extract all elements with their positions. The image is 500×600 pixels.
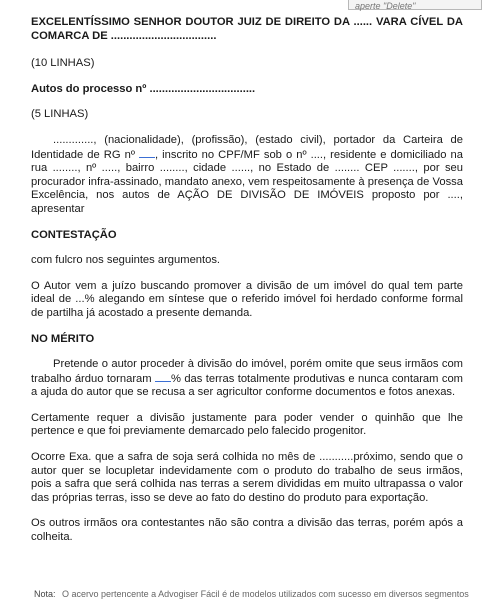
delete-hint-box[interactable]: aperte "Delete" <box>348 0 482 10</box>
qualification-text-1: ............., (nacionalidade), (profissão), (estado civil), portador da Carteira de Identidade de RG nº <box>31 133 463 161</box>
outros-paragraph: Os outros irmãos ora contestantes não são contra a divisão das terras, porém após a colheita. <box>31 517 463 544</box>
rg-field-link[interactable] <box>139 148 155 158</box>
merito-text-2: % das terras totalmente produtivas e nunca contaram com a ajuda do autor que se recusa a ser agricultor conforme documentos e fotos anexas. <box>31 372 464 399</box>
contestacao-heading: CONTESTAÇÃO <box>31 228 117 241</box>
document-body <box>31 16 463 557</box>
merito-paragraph <box>31 358 463 400</box>
merito-text-1: Pretende o autor proceder à divisão do imóvel, porém omite que seus irmãos com trabalho árduo tornaram <box>31 358 463 385</box>
process-number: Autos do processo nº .................................. <box>31 82 256 95</box>
document-title: EXCELENTÍSSIMO SENHOR DOUTOR JUIZ DE DIREITO DA ...... VARA CÍVEL DA COMARCA DE .................................. <box>31 16 463 42</box>
ocorre-paragraph: Ocorre Exa. que a safra de soja será colhida no mês de ...........próximo, sendo que o autor quer se locupletar indevidamente com o produto do trabalho de seus irmãos, pois a safra que será colhida nas terras a serem divididas em muito ultrapassa o valor das próprias terras, isso se deve ao fato do destino do produto para exportação. <box>31 451 463 504</box>
lines-5-note: (5 LINHAS) <box>31 108 89 121</box>
lines-10-note: (10 LINHAS) <box>31 57 95 70</box>
fulcro-paragraph: com fulcro nos seguintes argumentos. <box>31 254 221 267</box>
autor-paragraph: O Autor vem a juízo buscando promover a divisão de um imóvel do qual tem parte ideal de ...% alegando em síntese que o referido imóvel foi herdado conforme formal de partilha já acostado a presente demanda. <box>31 279 463 319</box>
footer-label: Nota: <box>34 589 56 599</box>
qualification-text-2: , inscrito no CPF/MF sob o nº ...., residente e domiciliado na rua ........, nº ....., bairro ........, cidade ......, no Estado de ........ CEP ......., por seu procurador infra-assinado, mandato anexo, vem respeitosamente à presença de Vossa Excelência, nos autos de AÇÃO DE DIVISÃO DE IMÓVEIS proposto por ...., apresentar <box>31 148 463 215</box>
certamente-paragraph: Certamente requer a divisão justamente para poder vender o quinhão que lhe pertence e que foi previamente demarcado pelo falecido progenitor. <box>31 411 463 438</box>
footer-note <box>34 589 494 599</box>
footer-text: O acervo pertencente a Advogiser Fácil é de modelos utilizados com sucesso em diversos segmentos <box>62 589 469 599</box>
percent-field-link[interactable] <box>155 372 171 382</box>
merito-heading: NO MÉRITO <box>31 332 95 345</box>
qualification-paragraph <box>31 134 463 217</box>
